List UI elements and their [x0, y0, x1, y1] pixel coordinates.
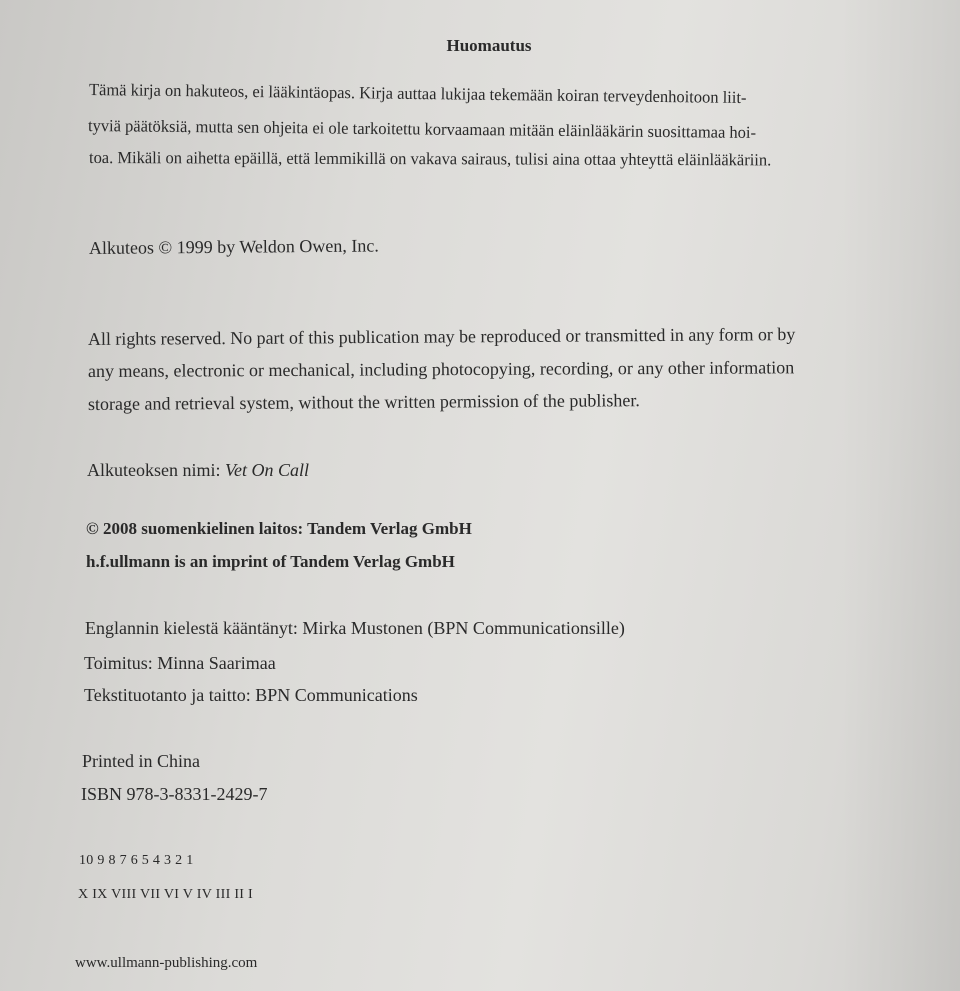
notice-line-1: Tämä kirja on hakuteos, ei lääkintäopas. Kirja auttaa lukijaa tekemään koiran terveydenhoitoon liit- [88, 80, 747, 108]
print-number-arabic: 10 9 8 7 6 5 4 3 2 1 [79, 853, 194, 868]
original-copyright: Alkuteos © 1999 by Weldon Owen, Inc. [88, 235, 379, 258]
original-title-line [87, 460, 309, 481]
isbn: ISBN 978-3-8331-2429-7 [81, 784, 268, 804]
printed-in: Printed in China [82, 751, 200, 771]
rights-line-3: storage and retrieval system, without the written permission of the publisher. [87, 390, 640, 414]
notice-line-3: toa. Mikäli on aihetta epäillä, että lemmikillä on vakava sairaus, tulisi aina ottaa yhteyttä eläinlääkäriin. [88, 148, 772, 170]
imprint-statement: h.f.ullmann is an imprint of Tandem Verlag GmbH [86, 552, 455, 571]
layout-credit: Tekstituotanto ja taitto: BPN Communications [84, 685, 418, 705]
rights-line-1: All rights reserved. No part of this publication may be reproduced or transmitted in any form or by [87, 324, 796, 349]
rights-line-2: any means, electronic or mechanical, including photocopying, recording, or any other information [87, 357, 795, 381]
translator-credit: Englannin kielestä kääntänyt: Mirka Mustonen (BPN Communicationsille) [85, 618, 625, 638]
original-title-value: Vet On Call [225, 460, 309, 480]
notice-title: Huomautus [446, 36, 532, 55]
notice-line-2: tyviä päätöksiä, mutta sen ohjeita ei ole tarkoitettu korvaamaan mitään eläinlääkärin suosittamaa hoi- [87, 116, 757, 142]
publisher-website: www.ullmann-publishing.com [75, 955, 258, 971]
original-title-label: Alkuteoksen nimi: [87, 460, 225, 480]
page-shadow [840, 0, 960, 991]
print-number-roman: X IX VIII VII VI V IV III II I [78, 887, 254, 902]
editor-credit: Toimitus: Minna Saarimaa [84, 653, 276, 673]
edition-copyright: © 2008 suomenkielinen laitos: Tandem Verlag GmbH [86, 519, 472, 538]
